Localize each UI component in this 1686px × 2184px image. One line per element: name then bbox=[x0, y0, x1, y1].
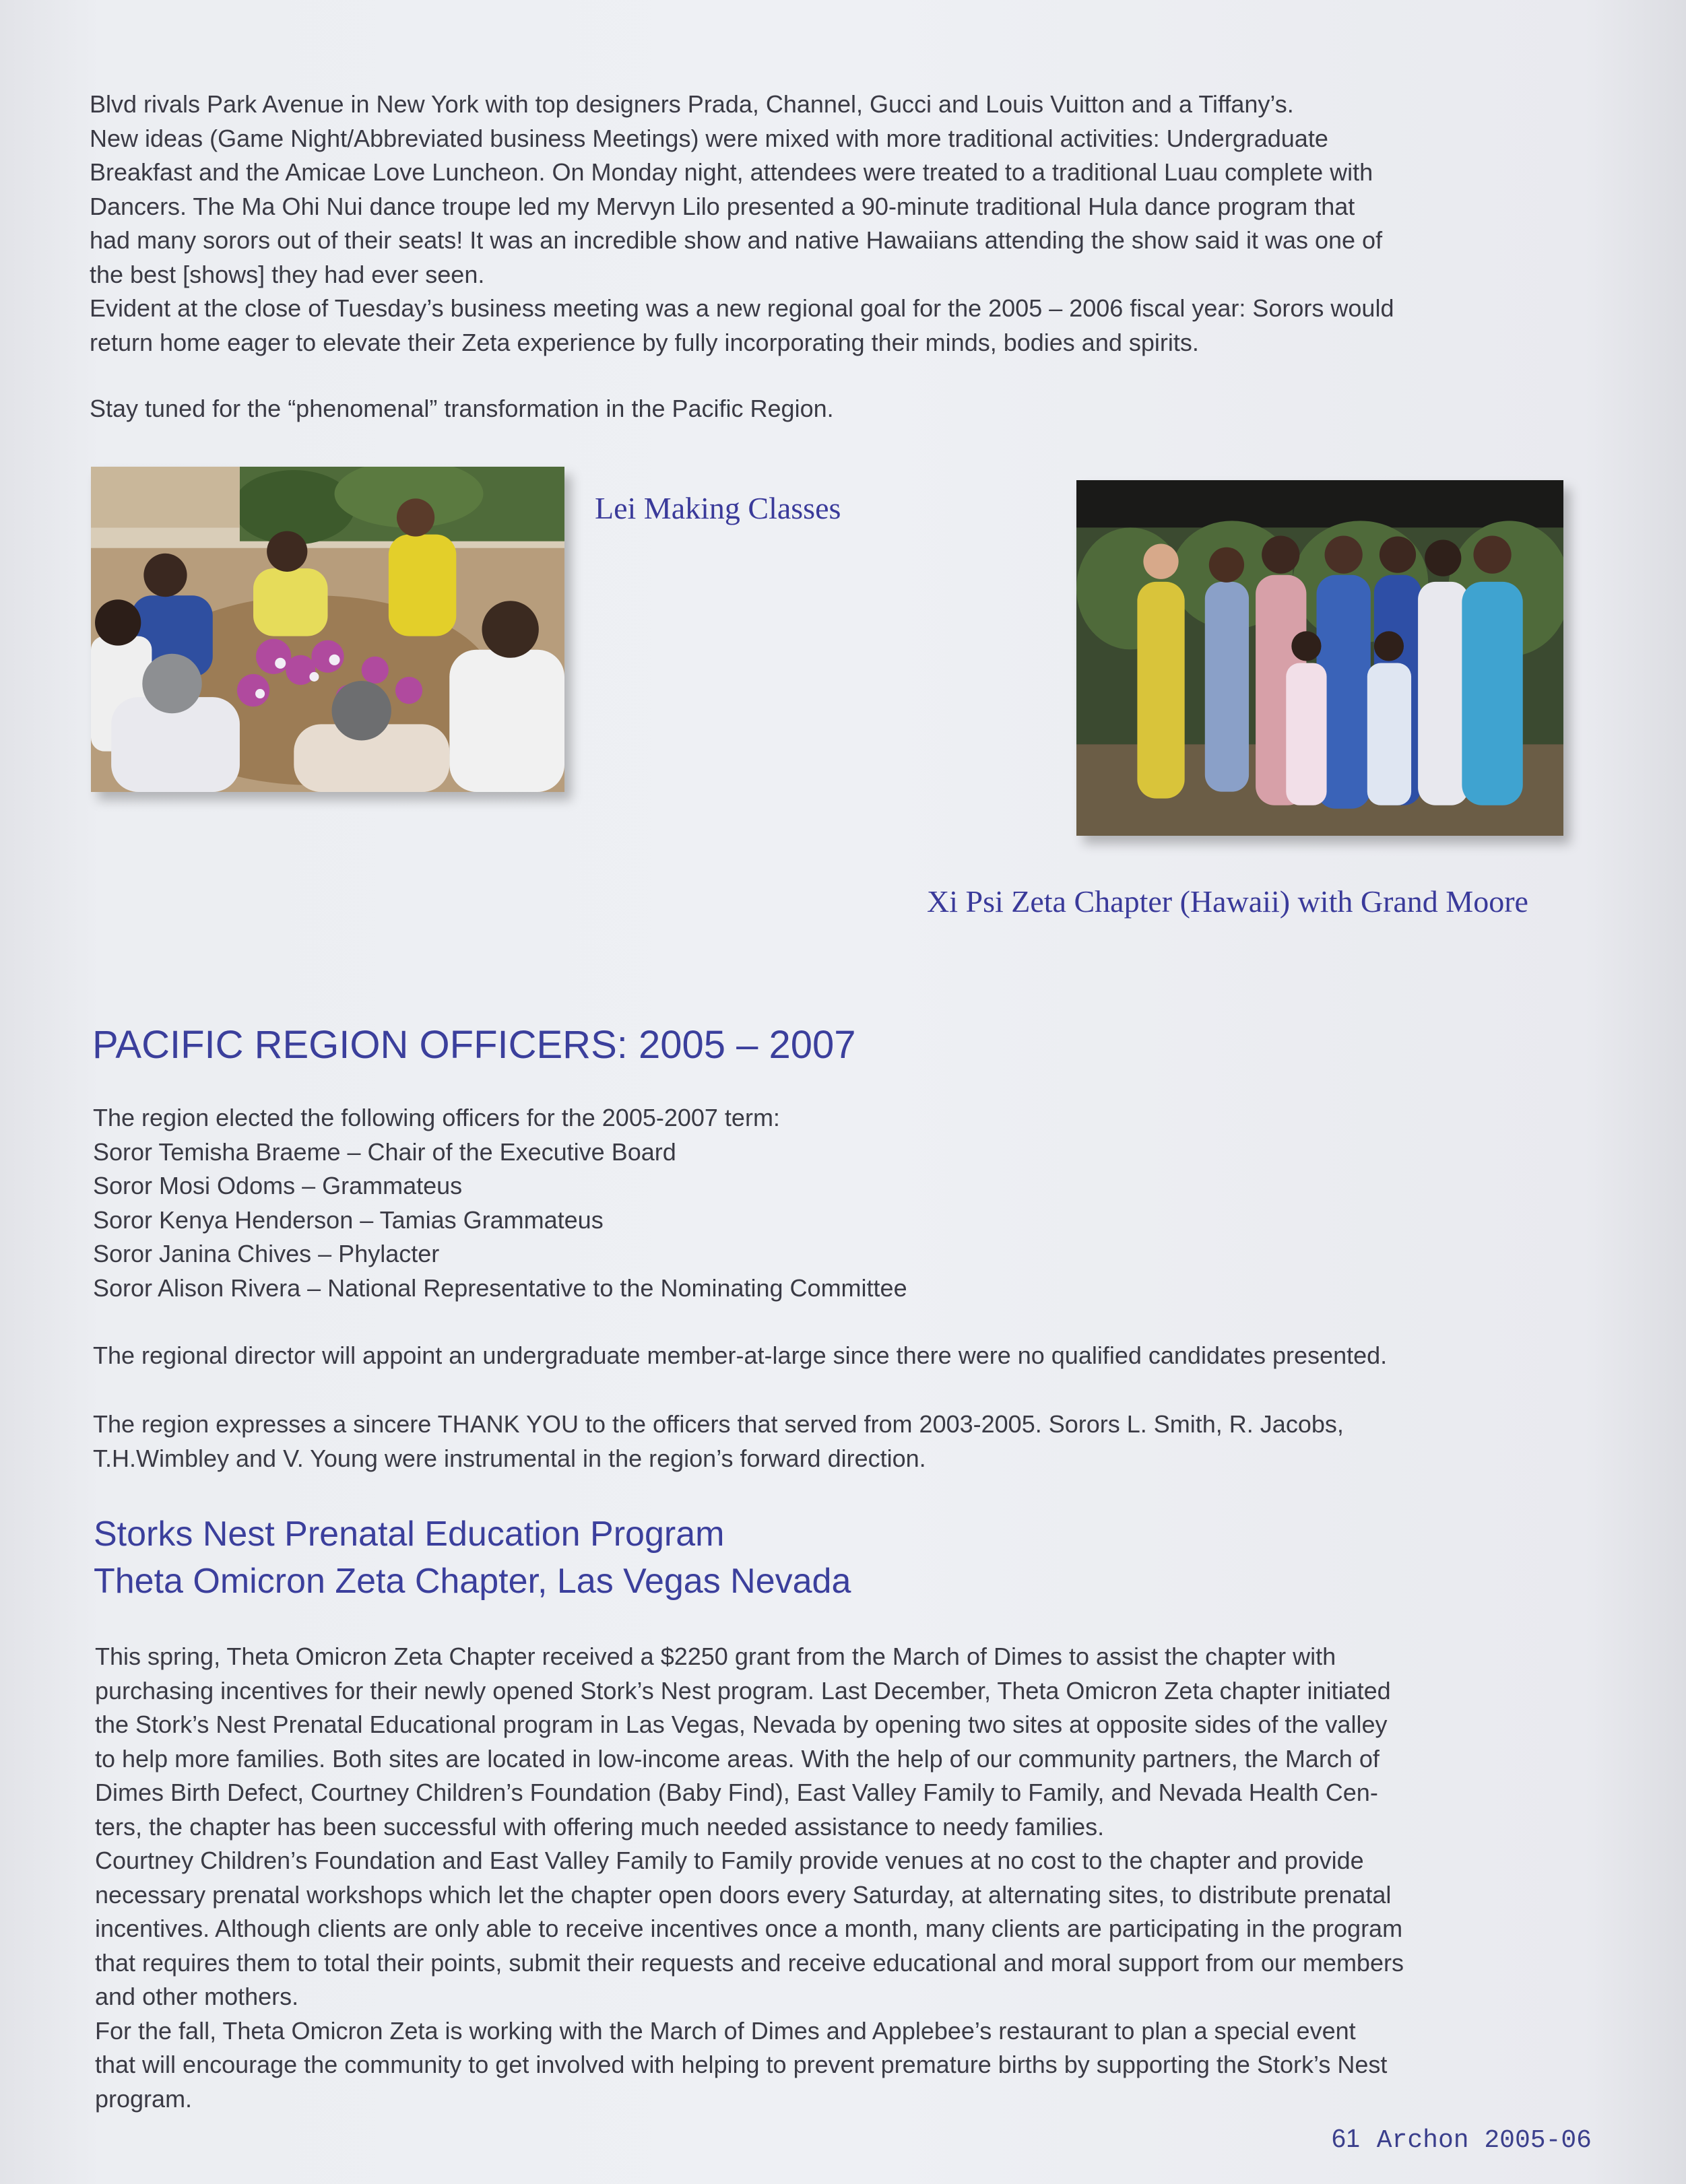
officers-line: Soror Kenya Henderson – Tamias Grammateus bbox=[93, 1205, 604, 1234]
officers-line: Soror Mosi Odoms – Grammateus bbox=[93, 1172, 463, 1199]
intro-line: New ideas (Game Night/Abbreviated business Meetings) were mixed with more traditional activities: Undergraduate bbox=[90, 124, 1328, 152]
storks-line: Courtney Children’s Foundation and East Valley Family to Family provide venues at no cost to the chapter and provide bbox=[95, 1847, 1364, 1874]
intro-line: the best [shows] they had ever seen. bbox=[90, 260, 485, 288]
chapter-group-photo bbox=[1076, 480, 1563, 836]
intro-line: had many sorors out of their seats! It was an incredible show and native Hawaiians attending the show said it was one of bbox=[90, 226, 1383, 254]
storks-heading: Storks Nest Prenatal Education Program bbox=[94, 1515, 725, 1554]
lei-making-photo bbox=[91, 467, 564, 792]
storks-line: that will encourage the community to get involved with helping to prevent premature births by supporting the Stork’s Nest bbox=[95, 2051, 1388, 2078]
officers-line: Soror Janina Chives – Phylacter bbox=[93, 1240, 440, 1267]
intro-line: Dancers. The Ma Ohi Nui dance troupe led my Mervyn Lilo presented a 90-minute traditional Hula dance program that bbox=[90, 192, 1355, 220]
officers-line: Soror Alison Rivera – National Representative to the Nominating Committee bbox=[93, 1273, 907, 1302]
intro-paragraph bbox=[90, 88, 1394, 360]
storks-line: the Stork’s Nest Prenatal Educational program in Las Vegas, Nevada by opening two sites at opposite sides of the valley bbox=[95, 1711, 1388, 1738]
officers-list bbox=[93, 1101, 907, 1305]
officers-heading: PACIFIC REGION OFFICERS: 2005 – 2007 bbox=[92, 1023, 856, 1067]
storks-line: to help more families. Both sites are located in low-income areas. With the help of our community partners, the March of bbox=[95, 1744, 1380, 1773]
lei-caption: Lei Making Classes bbox=[595, 491, 841, 525]
storks-line: necessary prenatal workshops which let the chapter open doors every Saturday, at alternating sites, to distribute prenatal bbox=[95, 1880, 1392, 1909]
thanks-paragraph bbox=[93, 1408, 1344, 1476]
storks-line: Dimes Birth Defect, Courtney Children’s Foundation (Baby Find), East Valley Family to Family, and Nevada Health Cen- bbox=[95, 1779, 1378, 1806]
storks-line: ters, the chapter has been successful with offering much needed assistance to needy families. bbox=[95, 1812, 1105, 1841]
intro-line: Blvd rivals Park Avenue in New York with top designers Prada, Channel, Gucci and Louis Vuitton and a Tiffany’s. bbox=[90, 90, 1294, 118]
chapter-caption: Xi Psi Zeta Chapter (Hawaii) with Grand Moore bbox=[927, 884, 1528, 919]
magazine-name: Archon 2005-06 bbox=[1376, 2126, 1592, 2155]
storks-subheading: Theta Omicron Zeta Chapter, Las Vegas Nevada bbox=[94, 1562, 851, 1601]
officers-line: The region elected the following officers for the 2005-2007 term: bbox=[93, 1104, 780, 1131]
page-number: 61 bbox=[1331, 2125, 1361, 2153]
page-footer bbox=[1332, 2125, 1592, 2155]
storks-line: incentives. Although clients are only able to receive incentives once a month, many clients are participating in the program bbox=[95, 1915, 1403, 1942]
intro-line: Evident at the close of Tuesday’s business meeting was a new regional goal for the 2005 – 2006 fiscal year: Sorors would bbox=[90, 294, 1394, 322]
intro-line: Breakfast and the Amicae Love Luncheon. On Monday night, attendees were treated to a traditional Luau complete with bbox=[90, 158, 1373, 186]
storks-line: purchasing incentives for their newly opened Stork’s Nest program. Last December, Theta Omicron Zeta chapter initiated bbox=[95, 1676, 1391, 1705]
appoint-paragraph: The regional director will appoint an undergraduate member-at-large since there were no qualified candidates presented. bbox=[93, 1342, 1388, 1369]
intro-closing: Stay tuned for the “phenomenal” transformation in the Pacific Region. bbox=[90, 395, 834, 422]
thanks-line: The region expresses a sincere THANK YOU to the officers that served from 2003-2005. Sorors L. Smith, R. Jacobs, bbox=[93, 1410, 1344, 1438]
storks-line: This spring, Theta Omicron Zeta Chapter received a $2250 grant from the March of Dimes to assist the chapter with bbox=[95, 1643, 1336, 1670]
intro-line: return home eager to elevate their Zeta experience by fully incorporating their minds, bodies and spirits. bbox=[90, 328, 1199, 356]
storks-line: For the fall, Theta Omicron Zeta is working with the March of Dimes and Applebee’s restaurant to plan a special event bbox=[95, 2016, 1356, 2045]
storks-line: and other mothers. bbox=[95, 1983, 299, 2010]
officers-line: Soror Temisha Braeme – Chair of the Executive Board bbox=[93, 1137, 676, 1166]
storks-paragraph bbox=[95, 1640, 1404, 2116]
storks-line: program. bbox=[95, 2084, 193, 2113]
thanks-line: T.H.Wimbley and V. Young were instrumental in the region’s forward direction. bbox=[93, 1444, 926, 1472]
storks-line: that requires them to total their points, submit their requests and receive educational and moral support from our members bbox=[95, 1948, 1404, 1977]
